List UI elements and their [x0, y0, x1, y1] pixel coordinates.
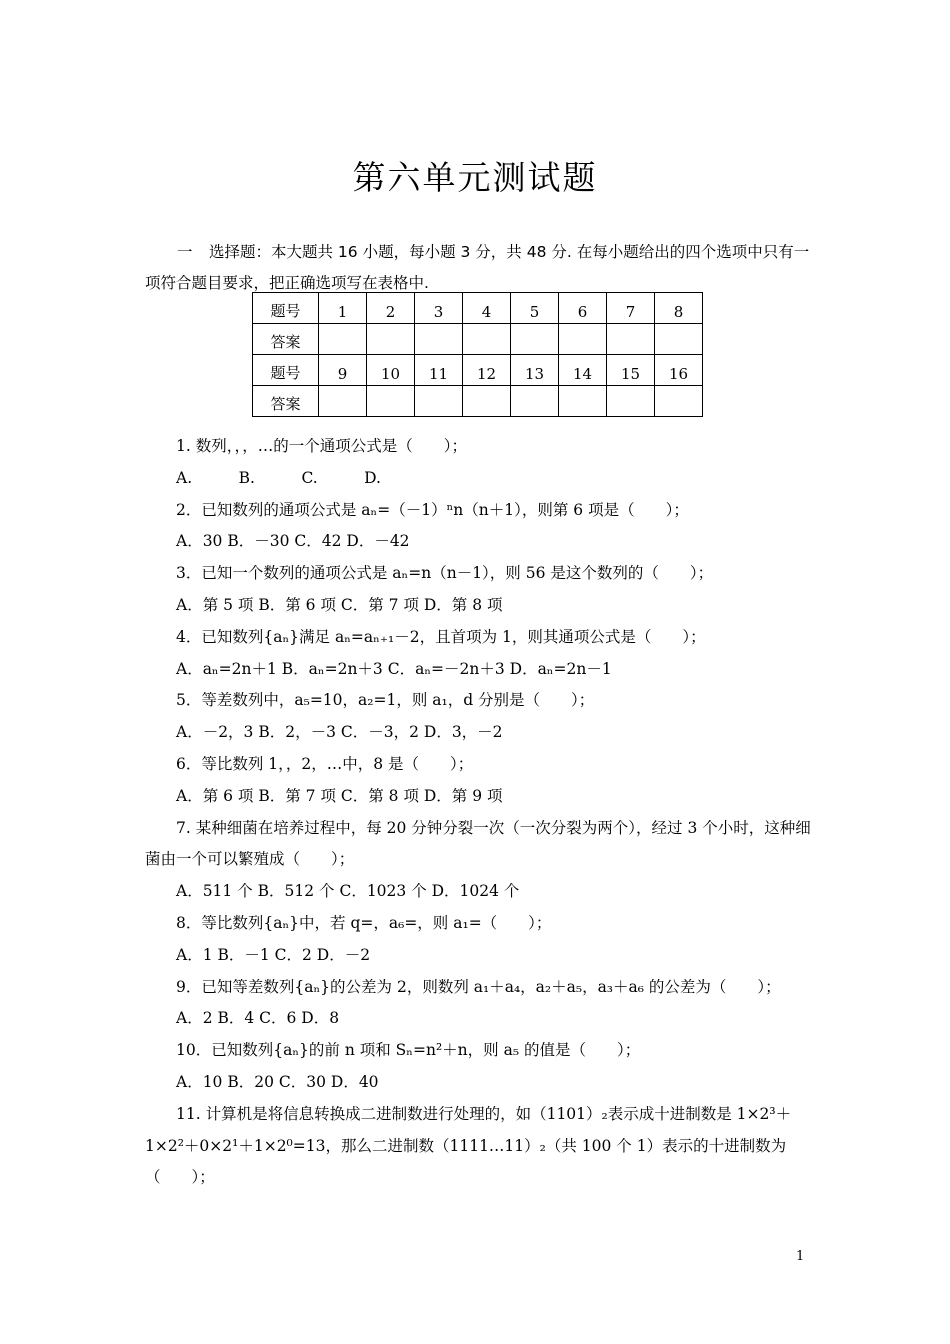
options-line: A．－2，3 B．2，－3 C．－3，2 D．3，－2 [176, 723, 503, 742]
question-line: 3．已知一个数列的通项公式是 aₙ=n（n－1），则 56 是这个数列的（ ）； [176, 564, 714, 583]
answer-cell[interactable] [367, 324, 415, 355]
answer-cell[interactable] [607, 324, 655, 355]
answer-cell[interactable] [559, 324, 607, 355]
answer-cell[interactable] [319, 324, 367, 355]
question-number-cell: 10 [367, 355, 415, 386]
table-row [253, 293, 703, 324]
question-number-cell: 12 [463, 355, 511, 386]
section-intro [145, 237, 811, 299]
question-line: 2．已知数列的通项公式是 aₙ=（－1）ⁿn（n＋1），则第 6 项是（ ）； [176, 500, 689, 519]
answer-cell[interactable] [607, 386, 655, 417]
answer-table [252, 292, 703, 417]
question-number-cell: 6 [559, 293, 607, 324]
question-number-cell: 1 [319, 293, 367, 324]
question-number-cell: 3 [415, 293, 463, 324]
question-line: 6．等比数列 1，，2，…中，8 是（ ）； [176, 754, 474, 773]
answer-cell[interactable] [655, 324, 703, 355]
section-number: 一 [177, 243, 193, 261]
options-line: A．10 B．20 C．30 D．40 [176, 1072, 379, 1091]
question-number-cell: 14 [559, 355, 607, 386]
page-number: 1 [796, 1249, 805, 1264]
question-number-cell: 8 [655, 293, 703, 324]
question-number-cell: 15 [607, 355, 655, 386]
table-row [253, 355, 703, 386]
question-number-cell: 5 [511, 293, 559, 324]
question-line: 8．等比数列{aₙ}中，若 q=，a₆=，则 a₁=（ ）； [176, 913, 552, 932]
question-number-cell: 4 [463, 293, 511, 324]
question-line: 10．已知数列{aₙ}的前 n 项和 Sₙ=n²＋n，则 a₅ 的值是（ ）； [176, 1041, 641, 1060]
table-header-cell: 题号 [253, 355, 319, 386]
table-header-cell: 题号 [253, 293, 319, 324]
question-line: 1. 数列，，，…的一个通项公式是（ ）； [176, 437, 467, 455]
answer-cell[interactable] [415, 386, 463, 417]
table-header-cell: 答案 [253, 324, 319, 355]
options-line: A．1 B．－1 C．2 D．－2 [176, 945, 371, 964]
question-line: 5．等差数列中，a₅=10，a₂=1，则 a₁，d 分别是（ ）； [176, 691, 595, 710]
questions-block-1 [145, 431, 811, 1194]
answer-cell[interactable] [367, 386, 415, 417]
answer-cell[interactable] [463, 386, 511, 417]
table-row [253, 324, 703, 355]
options-line: A．30 B．－30 C．42 D．－42 [176, 532, 410, 551]
answer-cell[interactable] [511, 386, 559, 417]
question-number-cell: 11 [415, 355, 463, 386]
question-number-cell: 2 [367, 293, 415, 324]
options-line: A．第 5 项 B．第 6 项 C．第 7 项 D．第 8 项 [176, 595, 503, 614]
page-title: 第六单元测试题 [352, 158, 598, 197]
options-line: A．第 6 项 B．第 7 项 C．第 8 项 D．第 9 项 [176, 786, 503, 805]
options-line: A. B. C. D. [176, 468, 381, 487]
question-number-cell: 7 [607, 293, 655, 324]
question-line: 4．已知数列{aₙ}满足 aₙ=aₙ₊₁－2，且首项为 1，则其通项公式是（ ）； [176, 627, 706, 646]
options-line: A．aₙ=2n＋1 B．aₙ=2n＋3 C．aₙ=－2n＋3 D．aₙ=2n－1 [176, 659, 612, 678]
answer-cell[interactable] [463, 324, 511, 355]
answer-cell[interactable] [655, 386, 703, 417]
question-number-cell: 16 [655, 355, 703, 386]
options-line: A．2 B．4 C．6 D．8 [176, 1009, 340, 1028]
answer-cell[interactable] [559, 386, 607, 417]
question-number-cell: 9 [319, 355, 367, 386]
question-11: 11. 计算机是将信息转换成二进制数进行处理的，如（1101）₂表示成十进制数是 1×2³＋1×2²＋0×2¹＋1×2⁰=13，那么二进制数（1111…11）₂（共 100 个 1）表示的十进制数为（ ）； [145, 1104, 792, 1187]
section-instructions: 选择题：本大题共 16 小题，每小题 3 分，共 48 分. 在每小题给出的四个选项中只有一项符合题目要求，把正确选项写在表格中. [145, 243, 810, 292]
answer-cell[interactable] [415, 324, 463, 355]
table-row [253, 386, 703, 417]
question-number-cell: 13 [511, 355, 559, 386]
question-7: 7. 某种细菌在培养过程中，每 20 分钟分裂一次（一次分裂为两个），经过 3 个小时，这种细菌由一个可以繁殖成（ ）； [145, 818, 811, 869]
answer-cell[interactable] [319, 386, 367, 417]
question-line: 9．已知等差数列{aₙ}的公差为 2，则数列 a₁＋a₄，a₂＋a₅，a₃＋a₆ 的公差为（ ）； [176, 977, 781, 996]
options-line: A．511 个 B．512 个 C．1023 个 D．1024 个 [176, 882, 520, 901]
answer-cell[interactable] [511, 324, 559, 355]
table-header-cell: 答案 [253, 386, 319, 417]
